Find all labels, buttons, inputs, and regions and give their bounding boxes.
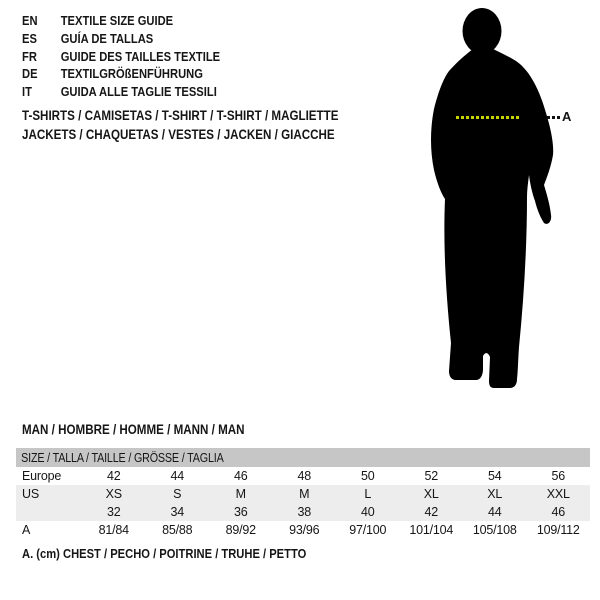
language-code: DE: [22, 66, 38, 82]
chest-measure-dashed-line: [456, 116, 519, 119]
table-cell: 54: [487, 469, 502, 483]
table-row-numeric: [16, 503, 590, 521]
language-label: TEXTILGRÖßENFÜHRUNG: [60, 66, 203, 82]
table-cell: 46: [551, 505, 565, 519]
table-cell: 40: [360, 505, 375, 519]
category-lines: [22, 106, 390, 144]
language-label: TEXTILE SIZE GUIDE: [60, 13, 174, 28]
language-row: [22, 83, 220, 101]
table-cell: 32: [106, 505, 121, 519]
table-row-us: [16, 485, 590, 503]
measure-label-a: A: [562, 109, 572, 124]
size-table: [16, 448, 590, 539]
size-table-header-label: SIZE / TALLA / TAILLE / GRÖSSE / TAGLIA: [21, 450, 224, 465]
category-jackets: JACKETS / CHAQUETAS / VESTES / JACKEN / GIACCHE: [22, 127, 335, 142]
footnote-chest: A. (cm) CHEST / PECHO / POITRINE / TRUHE / PETTO: [22, 546, 307, 561]
table-cell: 93/96: [289, 523, 320, 537]
table-row-europe: [16, 467, 590, 485]
table-cell: 48: [297, 469, 311, 483]
table-cell: 85/88: [162, 523, 193, 537]
table-cell: 38: [297, 505, 311, 519]
language-row: [22, 48, 220, 66]
table-cell: 52: [424, 469, 438, 483]
table-cell: XL: [423, 487, 439, 501]
table-cell: 44: [487, 505, 502, 519]
language-label: GUÍA DE TALLAS: [60, 30, 154, 46]
table-row-chest-a: [16, 521, 590, 539]
table-cell: XL: [487, 487, 503, 501]
table-cell: M: [299, 487, 310, 501]
language-code: EN: [22, 13, 38, 28]
table-cell: M: [235, 487, 246, 501]
language-label: GUIDE DES TAILLES TEXTILE: [60, 48, 221, 64]
man-silhouette: [415, 5, 565, 393]
table-cell: 34: [170, 505, 184, 519]
row-label: US: [22, 487, 39, 501]
table-cell: XXL: [546, 487, 570, 501]
table-cell: 50: [360, 469, 375, 483]
row-label: A: [22, 523, 31, 537]
language-label: GUIDA ALLE TAGLIE TESSILI: [60, 84, 217, 100]
table-cell: 105/108: [472, 523, 517, 537]
table-cell: 97/100: [349, 523, 387, 537]
table-cell: L: [364, 487, 372, 501]
language-code: ES: [22, 30, 37, 46]
language-row: [22, 65, 220, 83]
language-list: [22, 12, 252, 101]
table-cell: 46: [233, 469, 248, 483]
language-code: FR: [22, 48, 37, 64]
language-code: IT: [22, 84, 32, 100]
section-title-man: MAN / HOMBRE / HOMME / MANN / MAN: [22, 422, 245, 437]
silhouette-body: [431, 49, 553, 388]
table-cell: 42: [424, 505, 438, 519]
table-cell: 101/104: [409, 523, 454, 537]
language-row: [22, 30, 220, 48]
silhouette-head: [463, 8, 502, 54]
table-cell: 44: [170, 469, 184, 483]
measure-leader-dashes: [547, 116, 560, 119]
table-cell: 36: [233, 505, 248, 519]
table-cell: 81/84: [98, 523, 129, 537]
table-cell: 56: [551, 469, 565, 483]
category-tshirts: T-SHIRTS / CAMISETAS / T-SHIRT / T-SHIRT / MAGLIETTE: [22, 108, 339, 123]
table-cell: XS: [105, 487, 122, 501]
size-table-header: [16, 448, 590, 467]
table-cell: 109/112: [536, 523, 580, 537]
language-row: [22, 12, 220, 30]
row-label: Europe: [22, 469, 62, 483]
table-cell: 42: [106, 469, 121, 483]
table-cell: S: [173, 487, 182, 501]
table-cell: 89/92: [225, 523, 256, 537]
